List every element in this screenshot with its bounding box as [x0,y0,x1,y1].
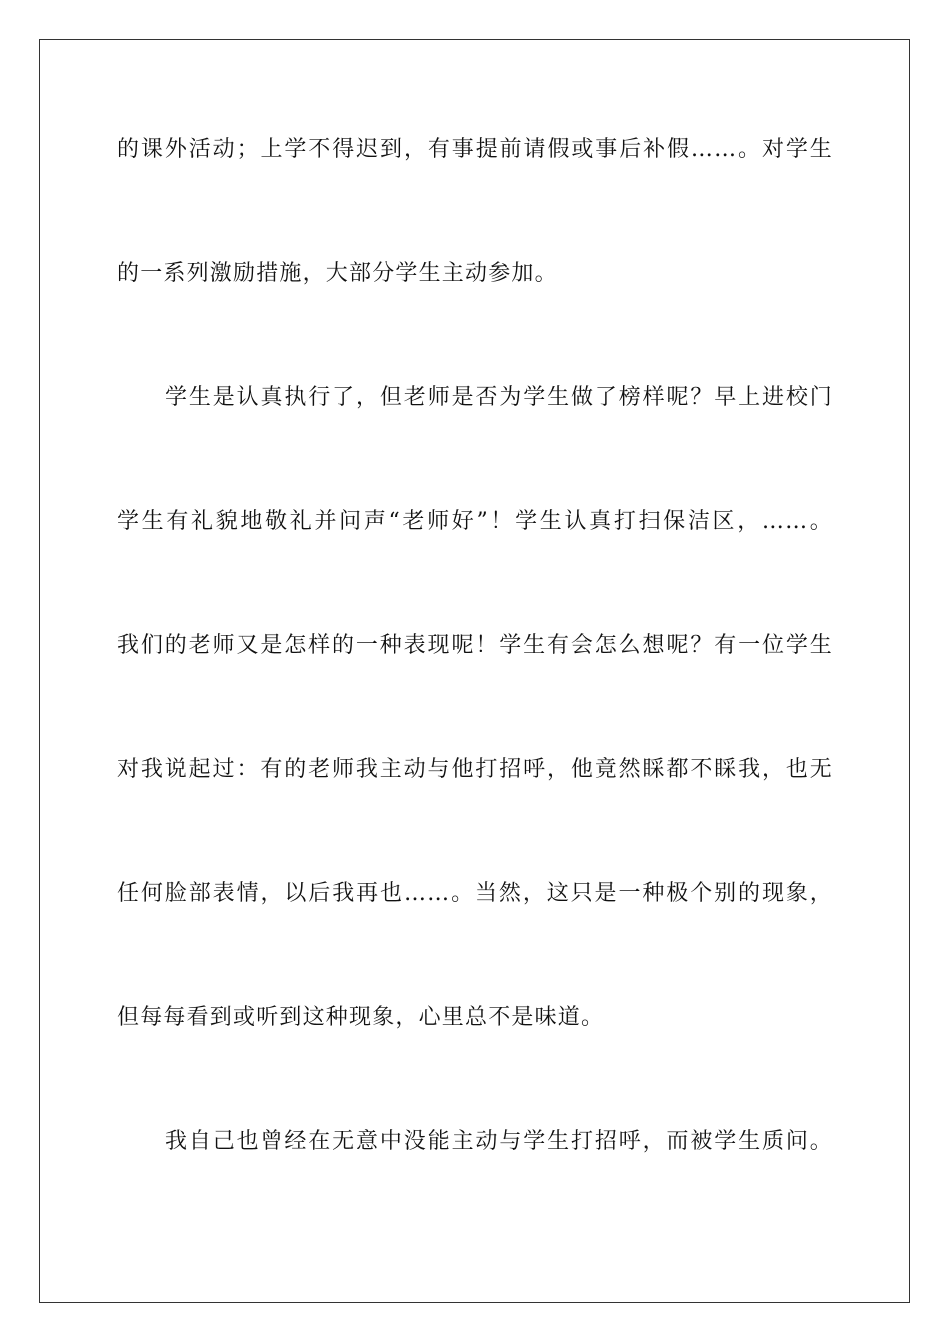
text-line-4: 学生有礼貌地敬礼并问声“老师好”！学生认真打扫保洁区，……。 [117,509,833,534]
text-line-2: 的一系列激励措施，大部分学生主动参加。 [117,261,558,286]
page-border [39,39,910,1303]
text-line-1: 的课外活动；上学不得迟到，有事提前请假或事后补假……。对学生 [117,137,833,162]
text-line-3-paragraph-start: 学生是认真执行了，但老师是否为学生做了榜样呢？早上进校门 [165,385,833,410]
text-line-8: 但每每看到或听到这种现象，心里总不是味道。 [117,1005,605,1030]
text-line-9-paragraph-start: 我自己也曾经在无意中没能主动与学生打招呼，而被学生质问。 [165,1129,833,1154]
text-line-7: 任何脸部表情，以后我再也……。当然，这只是一种极个别的现象， [117,881,833,906]
text-line-5: 我们的老师又是怎样的一种表现呢！学生有会怎么想呢？有一位学生 [117,633,833,658]
text-line-6: 对我说起过：有的老师我主动与他打招呼，他竟然睬都不睬我，也无 [117,757,833,782]
